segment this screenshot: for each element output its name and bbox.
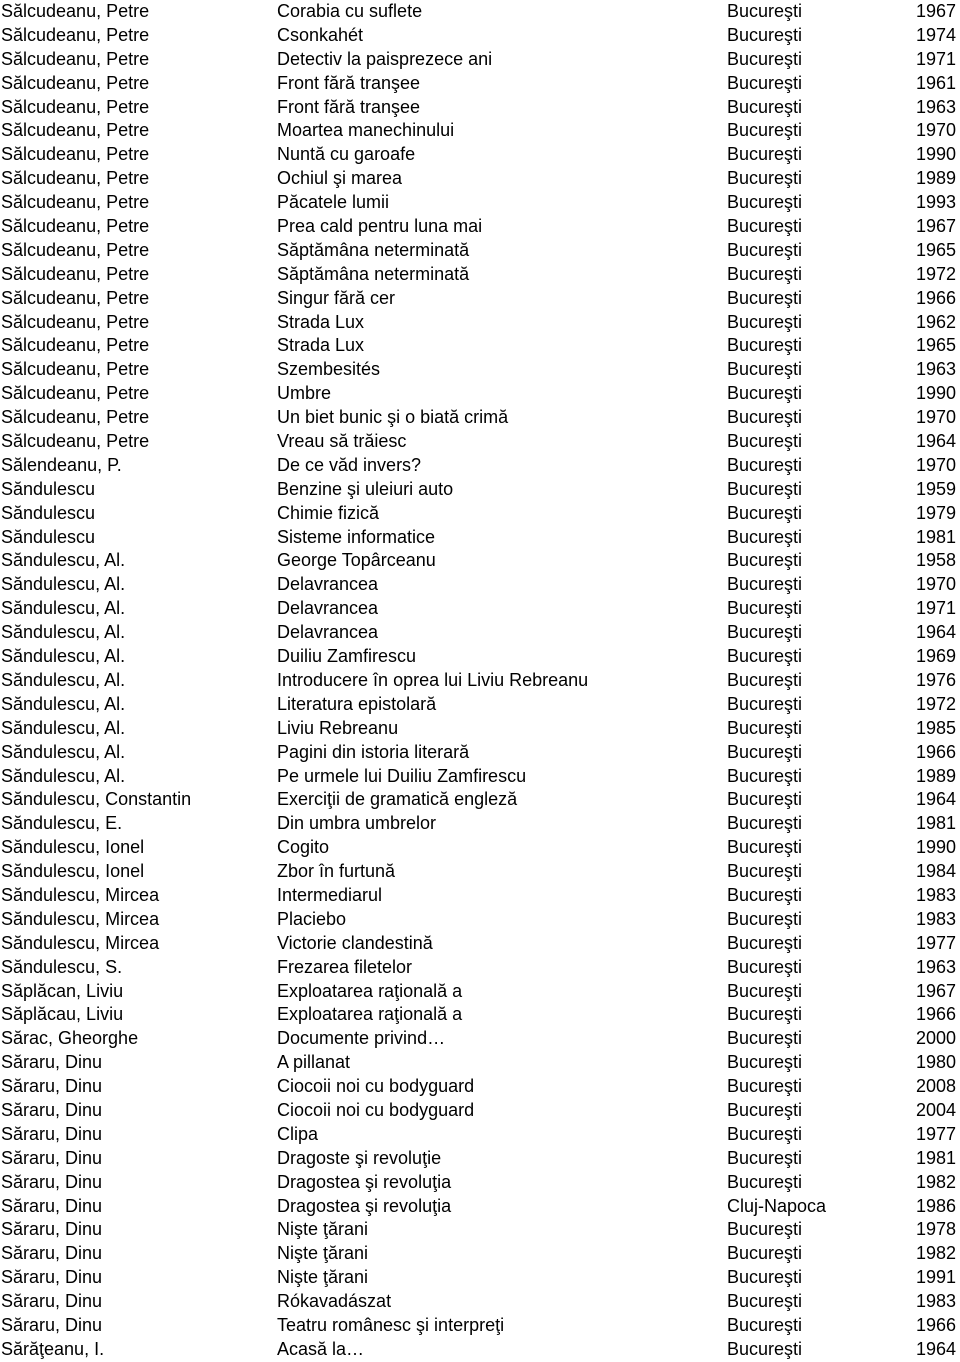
catalog-row [0, 1195, 960, 1219]
title-cell: Dragostea şi revoluţia [277, 1195, 452, 1216]
catalog-row [0, 908, 960, 932]
author-cell: Sălcudeanu, Petre [1, 311, 150, 332]
author-cell: Săraru, Dinu [1, 1243, 103, 1264]
year-cell: 1982 [915, 1171, 956, 1192]
title-cell: Săptămâna neterminată [277, 239, 470, 260]
year-cell: 1985 [915, 717, 956, 738]
catalog-row [0, 454, 960, 478]
catalog-row [0, 765, 960, 789]
title-cell: George Topârceanu [277, 550, 436, 571]
city-cell: Bucureşti [727, 1, 803, 21]
author-cell: Săndulescu, Al. [1, 669, 126, 690]
author-cell: Săraru, Dinu [1, 1123, 103, 1144]
catalog-row [0, 215, 960, 239]
title-cell: Delavrancea [277, 574, 379, 595]
author-cell: Sălendeanu, P. [1, 454, 122, 475]
city-cell: Bucureşti [727, 359, 803, 380]
catalog-row [0, 956, 960, 980]
city-cell: Bucureşti [727, 1267, 803, 1288]
title-cell: Frezarea filetelor [277, 956, 413, 977]
catalog-row [0, 72, 960, 96]
catalog-row [0, 1290, 960, 1314]
catalog-row [0, 1171, 960, 1195]
year-cell: 1990 [915, 144, 956, 165]
author-cell: Săraru, Dinu [1, 1219, 103, 1240]
catalog-row [0, 645, 960, 669]
catalog-row [0, 573, 960, 597]
year-cell: 1964 [915, 1338, 956, 1359]
city-cell: Bucureşti [727, 407, 803, 428]
author-cell: Sălcudeanu, Petre [1, 120, 150, 141]
title-cell: Singur fără cer [277, 287, 396, 308]
catalog-row [0, 932, 960, 956]
title-cell: Strada Lux [277, 335, 365, 356]
author-cell: Săraru, Dinu [1, 1195, 103, 1216]
title-cell: Din umbra umbrelor [277, 813, 437, 834]
city-cell: Bucureşti [727, 239, 803, 260]
year-cell: 1983 [915, 908, 956, 929]
author-cell: Săndulescu, Al. [1, 646, 126, 667]
year-cell: 1982 [915, 1243, 956, 1264]
year-cell: 1969 [915, 646, 956, 667]
catalog-row [0, 478, 960, 502]
catalog-row [0, 239, 960, 263]
year-cell: 1993 [915, 192, 956, 213]
year-cell: 1989 [915, 168, 956, 189]
year-cell: 1967 [915, 216, 956, 237]
author-cell: Săraru, Dinu [1, 1267, 103, 1288]
title-cell: Dragostea şi revoluţia [277, 1171, 452, 1192]
catalog-row [0, 1003, 960, 1027]
city-cell: Bucureşti [727, 765, 803, 786]
year-cell: 2004 [915, 1099, 956, 1120]
author-cell: Săndulescu [1, 526, 96, 547]
year-cell: 1966 [915, 1314, 956, 1335]
catalog-row [0, 382, 960, 406]
title-cell: Exploatarea raţională a [277, 1004, 463, 1025]
year-cell: 1963 [915, 956, 956, 977]
author-cell: Săndulescu, Al. [1, 765, 126, 786]
title-cell: Clipa [277, 1123, 319, 1144]
author-cell: Săndulescu, Al. [1, 550, 126, 571]
title-cell: Literatura epistolară [277, 693, 437, 714]
author-cell: Săndulescu, Mircea [1, 932, 160, 953]
author-cell: Săndulescu [1, 502, 96, 523]
city-cell: Bucureşti [727, 1076, 803, 1097]
catalog-row [0, 741, 960, 765]
catalog-row [0, 1314, 960, 1338]
year-cell: 1964 [915, 622, 956, 643]
catalog-row [0, 334, 960, 358]
city-cell: Bucureşti [727, 1147, 803, 1168]
title-cell: Nişte ţărani [277, 1267, 369, 1288]
catalog-row [0, 191, 960, 215]
title-cell: Szembesités [277, 359, 381, 380]
city-cell: Bucureşti [727, 837, 803, 858]
year-cell: 1965 [915, 335, 956, 356]
year-cell: 1959 [915, 478, 956, 499]
city-cell: Bucureşti [727, 598, 803, 619]
title-cell: Corabia cu suflete [277, 1, 423, 21]
city-cell: Bucureşti [727, 1219, 803, 1240]
year-cell: 1963 [915, 96, 956, 117]
title-cell: Chimie fizică [277, 502, 380, 523]
catalog-row [0, 406, 960, 430]
title-cell: De ce văd invers? [277, 454, 422, 475]
year-cell: 1977 [915, 932, 956, 953]
city-cell: Bucureşti [727, 813, 803, 834]
title-cell: Teatru românesc şi interpreţi [277, 1314, 505, 1335]
city-cell: Bucureşti [727, 789, 803, 810]
title-cell: Victorie clandestină [277, 932, 433, 953]
catalog-row [0, 1242, 960, 1266]
year-cell: 1961 [915, 72, 956, 93]
catalog-row [0, 263, 960, 287]
year-cell: 1965 [915, 239, 956, 260]
catalog-row [0, 980, 960, 1004]
title-cell: Documente privind… [277, 1028, 446, 1049]
author-cell: Săraru, Dinu [1, 1147, 103, 1168]
author-cell: Sărac, Gheorghe [1, 1028, 139, 1049]
year-cell: 1974 [915, 24, 956, 45]
city-cell: Bucureşti [727, 884, 803, 905]
city-cell: Bucureşti [727, 1291, 803, 1312]
city-cell: Cluj-Napoca [727, 1195, 827, 1216]
city-cell: Bucureşti [727, 216, 803, 237]
author-cell: Sălcudeanu, Petre [1, 72, 150, 93]
title-cell: Păcatele lumii [277, 192, 390, 213]
city-cell: Bucureşti [727, 383, 803, 404]
catalog-row [0, 549, 960, 573]
city-cell: Bucureşti [727, 980, 803, 1001]
city-cell: Bucureşti [727, 1052, 803, 1073]
year-cell: 1970 [915, 120, 956, 141]
title-cell: Un biet bunic şi o biată crimă [277, 407, 509, 428]
title-cell: Nişte ţărani [277, 1219, 369, 1240]
title-cell: Liviu Rebreanu [277, 717, 399, 738]
year-cell: 1976 [915, 669, 956, 690]
catalog-row [0, 717, 960, 741]
year-cell: 1983 [915, 1291, 956, 1312]
title-cell: Zbor în furtună [277, 861, 396, 882]
author-cell: Sălcudeanu, Petre [1, 24, 150, 45]
author-cell: Săndulescu, Ionel [1, 837, 145, 858]
year-cell: 1981 [915, 1147, 956, 1168]
catalog-row [0, 693, 960, 717]
title-cell: Moartea manechinului [277, 120, 455, 141]
author-cell: Săraru, Dinu [1, 1076, 103, 1097]
title-cell: Strada Lux [277, 311, 365, 332]
year-cell: 1958 [915, 550, 956, 571]
catalog-row [0, 1123, 960, 1147]
author-cell: Sălcudeanu, Petre [1, 383, 150, 404]
title-cell: Delavrancea [277, 622, 379, 643]
author-cell: Săndulescu, E. [1, 813, 123, 834]
city-cell: Bucureşti [727, 72, 803, 93]
author-cell: Sălcudeanu, Petre [1, 216, 150, 237]
city-cell: Bucureşti [727, 1099, 803, 1120]
year-cell: 1986 [915, 1195, 956, 1216]
author-cell: Săndulescu, Constantin [1, 789, 192, 810]
catalog-row [0, 526, 960, 550]
year-cell: 1966 [915, 741, 956, 762]
year-cell: 1979 [915, 502, 956, 523]
year-cell: 1971 [915, 48, 956, 69]
catalog-row [0, 788, 960, 812]
catalog-row [0, 884, 960, 908]
catalog-row [0, 1051, 960, 1075]
catalog-row [0, 0, 960, 24]
year-cell: 1972 [915, 693, 956, 714]
author-cell: Săndulescu, Al. [1, 741, 126, 762]
title-cell: A pillanat [277, 1052, 351, 1073]
title-cell: Benzine şi uleiuri auto [277, 478, 454, 499]
author-cell: Săraru, Dinu [1, 1291, 103, 1312]
title-cell: Nuntă cu garoafe [277, 144, 416, 165]
year-cell: 1990 [915, 837, 956, 858]
city-cell: Bucureşti [727, 550, 803, 571]
catalog-row [0, 430, 960, 454]
author-cell: Săraru, Dinu [1, 1052, 103, 1073]
year-cell: 1964 [915, 431, 956, 452]
year-cell: 1967 [915, 980, 956, 1001]
author-cell: Sălcudeanu, Petre [1, 1, 150, 21]
author-cell: Sălcudeanu, Petre [1, 431, 150, 452]
author-cell: Sălcudeanu, Petre [1, 359, 150, 380]
title-cell: Duiliu Zamfirescu [277, 646, 417, 667]
catalog-row [0, 812, 960, 836]
year-cell: 1970 [915, 574, 956, 595]
city-cell: Bucureşti [727, 574, 803, 595]
title-cell: Nişte ţărani [277, 1243, 369, 1264]
city-cell: Bucureşti [727, 622, 803, 643]
city-cell: Bucureşti [727, 669, 803, 690]
year-cell: 1978 [915, 1219, 956, 1240]
author-cell: Sălcudeanu, Petre [1, 239, 150, 260]
city-cell: Bucureşti [727, 168, 803, 189]
catalog-row [0, 1027, 960, 1051]
catalog-row [0, 621, 960, 645]
title-cell: Ochiul şi marea [277, 168, 403, 189]
city-cell: Bucureşti [727, 932, 803, 953]
author-cell: Săraru, Dinu [1, 1171, 103, 1192]
city-cell: Bucureşti [727, 120, 803, 141]
author-cell: Sălcudeanu, Petre [1, 192, 150, 213]
city-cell: Bucureşti [727, 1123, 803, 1144]
author-cell: Săndulescu, Al. [1, 598, 126, 619]
catalog-row [0, 1218, 960, 1242]
year-cell: 1977 [915, 1123, 956, 1144]
author-cell: Săraru, Dinu [1, 1314, 103, 1335]
city-cell: Bucureşti [727, 908, 803, 929]
author-cell: Săndulescu, Mircea [1, 884, 160, 905]
city-cell: Bucureşti [727, 526, 803, 547]
title-cell: Detectiv la paisprezece ani [277, 48, 493, 69]
author-cell: Sălcudeanu, Petre [1, 263, 150, 284]
catalog-row [0, 1147, 960, 1171]
year-cell: 1984 [915, 861, 956, 882]
city-cell: Bucureşti [727, 431, 803, 452]
city-cell: Bucureşti [727, 502, 803, 523]
catalog-row [0, 669, 960, 693]
author-cell: Săndulescu, S. [1, 956, 123, 977]
title-cell: Cogito [277, 837, 330, 858]
city-cell: Bucureşti [727, 335, 803, 356]
year-cell: 1971 [915, 598, 956, 619]
catalog-row [0, 167, 960, 191]
title-cell: Exploatarea raţională a [277, 980, 463, 1001]
year-cell: 1967 [915, 1, 956, 21]
year-cell: 1966 [915, 1004, 956, 1025]
catalog-row [0, 96, 960, 120]
author-cell: Sălcudeanu, Petre [1, 335, 150, 356]
city-cell: Bucureşti [727, 478, 803, 499]
city-cell: Bucureşti [727, 693, 803, 714]
city-cell: Bucureşti [727, 192, 803, 213]
author-cell: Săndulescu, Mircea [1, 908, 160, 929]
catalog-row [0, 1338, 960, 1362]
title-cell: Pagini din istoria literară [277, 741, 470, 762]
title-cell: Placiebo [277, 908, 347, 929]
author-cell: Săplăcan, Liviu [1, 980, 124, 1001]
title-cell: Pe urmele lui Duiliu Zamfirescu [277, 765, 527, 786]
title-cell: Front fără tranşee [277, 96, 421, 117]
title-cell: Introducere în oprea lui Liviu Rebreanu [277, 669, 589, 690]
year-cell: 1981 [915, 526, 956, 547]
year-cell: 1980 [915, 1052, 956, 1073]
author-cell: Sălcudeanu, Petre [1, 144, 150, 165]
title-cell: Prea cald pentru luna mai [277, 216, 483, 237]
author-cell: Sărăţeanu, I. [1, 1338, 105, 1359]
year-cell: 1970 [915, 407, 956, 428]
author-cell: Săndulescu, Al. [1, 622, 126, 643]
title-cell: Intermediarul [277, 884, 383, 905]
catalog-row [0, 1266, 960, 1290]
city-cell: Bucureşti [727, 646, 803, 667]
title-cell: Delavrancea [277, 598, 379, 619]
city-cell: Bucureşti [727, 1314, 803, 1335]
city-cell: Bucureşti [727, 1171, 803, 1192]
title-cell: Front fără tranşee [277, 72, 421, 93]
catalog-row [0, 860, 960, 884]
title-cell: Dragoste şi revoluţie [277, 1147, 442, 1168]
city-cell: Bucureşti [727, 454, 803, 475]
year-cell: 2008 [915, 1076, 956, 1097]
author-cell: Sălcudeanu, Petre [1, 287, 150, 308]
city-cell: Bucureşti [727, 1338, 803, 1359]
city-cell: Bucureşti [727, 861, 803, 882]
catalog-row [0, 311, 960, 335]
title-cell: Rókavadászat [277, 1291, 392, 1312]
author-cell: Săndulescu, Al. [1, 717, 126, 738]
year-cell: 1970 [915, 454, 956, 475]
city-cell: Bucureşti [727, 24, 803, 45]
catalog-row [0, 119, 960, 143]
city-cell: Bucureşti [727, 1004, 803, 1025]
city-cell: Bucureşti [727, 48, 803, 69]
year-cell: 1981 [915, 813, 956, 834]
author-cell: Sălcudeanu, Petre [1, 168, 150, 189]
year-cell: 1963 [915, 359, 956, 380]
city-cell: Bucureşti [727, 1028, 803, 1049]
city-cell: Bucureşti [727, 287, 803, 308]
catalog-row [0, 143, 960, 167]
title-cell: Vreau să trăiesc [277, 431, 407, 452]
title-cell: Acasă la… [277, 1338, 365, 1359]
author-cell: Săndulescu [1, 478, 96, 499]
author-cell: Săndulescu, Al. [1, 693, 126, 714]
title-cell: Ciocoii noi cu bodyguard [277, 1076, 475, 1097]
author-cell: Săraru, Dinu [1, 1099, 103, 1120]
city-cell: Bucureşti [727, 263, 803, 284]
year-cell: 1989 [915, 765, 956, 786]
title-cell: Sisteme informatice [277, 526, 436, 547]
year-cell: 1983 [915, 884, 956, 905]
city-cell: Bucureşti [727, 956, 803, 977]
catalog-row [0, 48, 960, 72]
catalog-row [0, 24, 960, 48]
year-cell: 2000 [915, 1028, 956, 1049]
catalog-row [0, 287, 960, 311]
title-cell: Umbre [277, 383, 332, 404]
catalog-row [0, 1075, 960, 1099]
year-cell: 1990 [915, 383, 956, 404]
city-cell: Bucureşti [727, 1243, 803, 1264]
author-cell: Sălcudeanu, Petre [1, 96, 150, 117]
city-cell: Bucureşti [727, 311, 803, 332]
author-cell: Săndulescu, Ionel [1, 861, 145, 882]
year-cell: 1991 [915, 1267, 956, 1288]
catalog-row [0, 1099, 960, 1123]
year-cell: 1962 [915, 311, 956, 332]
title-cell: Ciocoii noi cu bodyguard [277, 1099, 475, 1120]
year-cell: 1972 [915, 263, 956, 284]
title-cell: Csonkahét [277, 24, 364, 45]
catalog-row [0, 597, 960, 621]
city-cell: Bucureşti [727, 741, 803, 762]
catalog-row [0, 502, 960, 526]
year-cell: 1964 [915, 789, 956, 810]
title-cell: Exerciţii de gramatică engleză [277, 789, 518, 810]
author-cell: Săndulescu, Al. [1, 574, 126, 595]
author-cell: Sălcudeanu, Petre [1, 48, 150, 69]
city-cell: Bucureşti [727, 96, 803, 117]
city-cell: Bucureşti [727, 144, 803, 165]
title-cell: Săptămâna neterminată [277, 263, 470, 284]
author-cell: Săplăcau, Liviu [1, 1004, 124, 1025]
catalog-row [0, 836, 960, 860]
city-cell: Bucureşti [727, 717, 803, 738]
author-cell: Sălcudeanu, Petre [1, 407, 150, 428]
year-cell: 1966 [915, 287, 956, 308]
catalog-row [0, 358, 960, 382]
